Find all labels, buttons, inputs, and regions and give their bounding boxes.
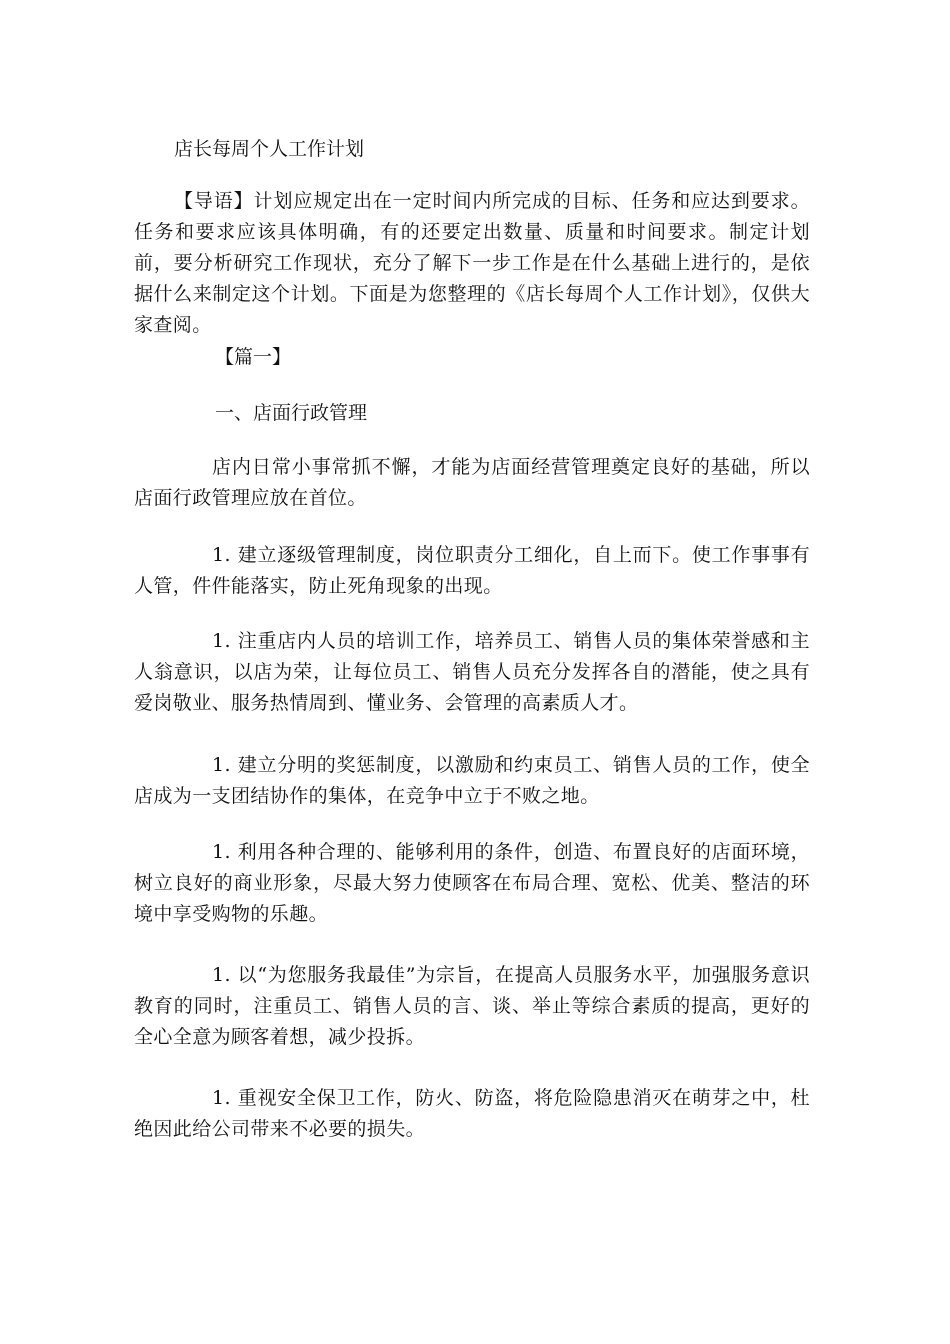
section-label: 【篇一】 bbox=[215, 346, 292, 368]
intro-paragraph: 【导语】计划应规定出在一定时间内所完成的目标、任务和应达到要求。任务和要求应该具体明确，有的还要定出数量、质量和时间要求。制定计划前，要分析研究工作现状，充分了解下一步工作是在什么基础上进行的，是依据什么来制定这个计划。下面是为您整理的《店长每周个人工作计划》，仅供大家查阅。 bbox=[134, 190, 810, 336]
body-paragraph: 1. 注重店内人员的培训工作，培养员工、销售人员的集体荣誉感和主人翁意识，以店为荣，让每位员工、销售人员充分发挥各自的潜能，使之具有爱岗敬业、服务热情周到、懂业务、会管理的高素质人才。 bbox=[134, 630, 810, 714]
body-paragraph: 1. 利用各种合理的、能够利用的条件，创造、布置良好的店面环境，树立良好的商业形象，尽最大努力使顾客在布局合理、宽松、优美、整洁的环境中享受购物的乐趣。 bbox=[134, 841, 810, 925]
body-paragraph: 1. 重视安全保卫工作，防火、防盗，将危险隐患消灭在萌芽之中，杜绝因此给公司带来不必要的损失。 bbox=[134, 1087, 810, 1140]
body-paragraph: 1. 建立分明的奖惩制度，以激励和约束员工、销售人员的工作，使全店成为一支团结协作的集体，在竞争中立于不败之地。 bbox=[134, 754, 810, 807]
document-title: 店长每周个人工作计划 bbox=[174, 138, 365, 160]
section-heading: 一、店面行政管理 bbox=[215, 402, 368, 424]
body-paragraph: 店内日常小事常抓不懈，才能为店面经营管理奠定良好的基础，所以店面行政管理应放在首位。 bbox=[134, 456, 810, 509]
body-paragraph: 1. 以“为您服务我最佳”为宗旨，在提高人员服务水平，加强服务意识教育的同时，注重员工、销售人员的言、谈、举止等综合素质的提高，更好的全心全意为顾客着想，减少投拆。 bbox=[134, 964, 810, 1048]
body-paragraph: 1. 建立逐级管理制度，岗位职责分工细化，自上而下。使工作事事有人管，件件能落实，防止死角现象的出现。 bbox=[134, 544, 810, 597]
